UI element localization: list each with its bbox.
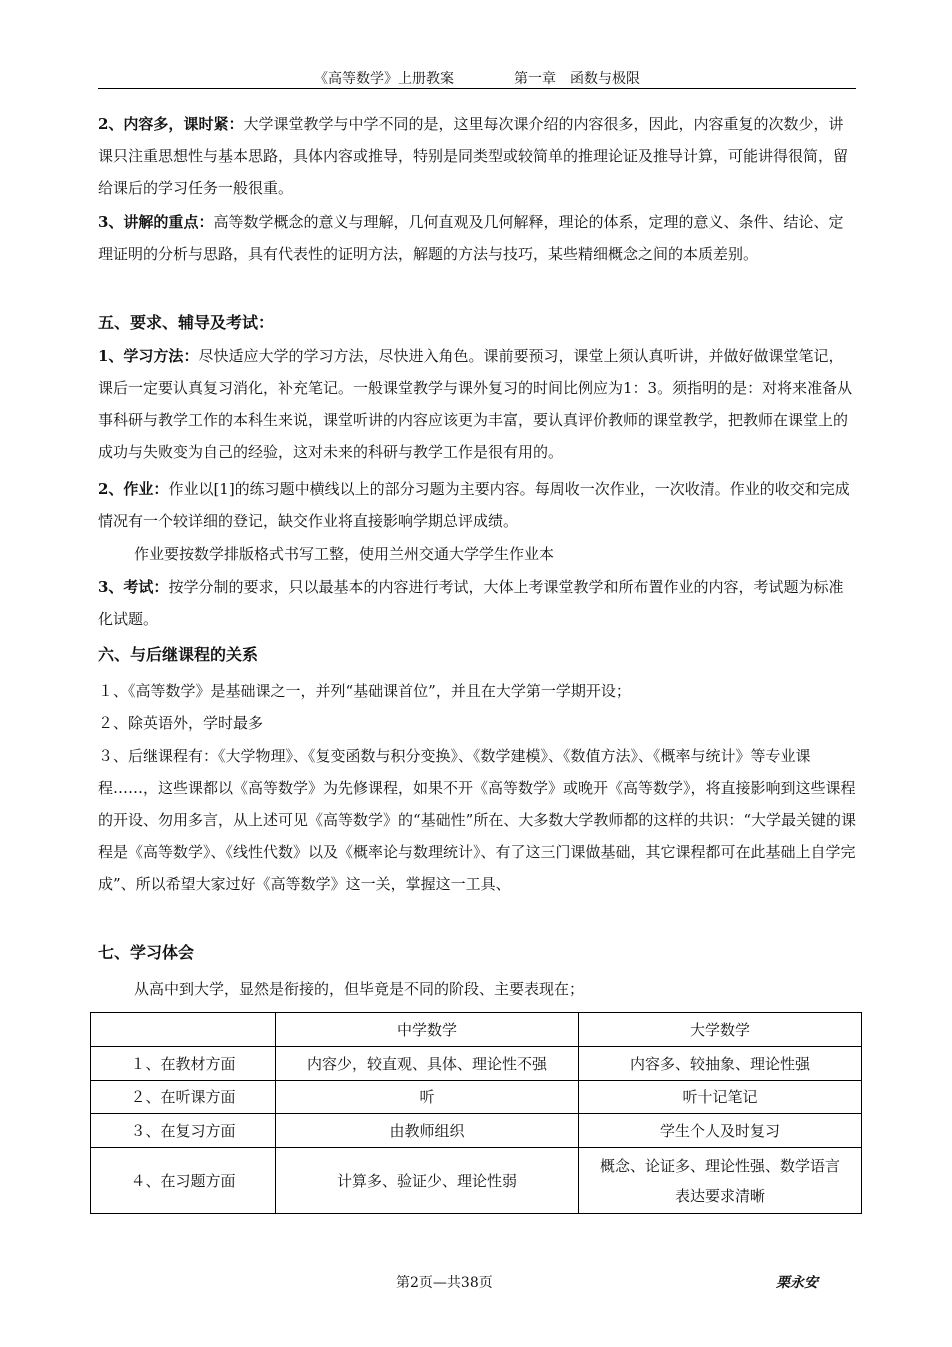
table-cell: ３、在复习方面	[91, 1114, 276, 1148]
table-cell: １、在教材方面	[91, 1047, 276, 1081]
table-cell: 计算多、验证少、理论性弱	[276, 1148, 579, 1214]
table-cell: 内容少，较直观、具体、理论性不强	[276, 1047, 579, 1081]
table-row	[91, 1081, 862, 1114]
table-header-cell: 大学数学	[579, 1013, 862, 1047]
paragraph-text: 尽快适应大学的学习方法，尽快进入角色。课前要预习，课堂上须认真听讲，并做好做课堂笔记，课后一定要认真复习消化，补充笔记。一般课堂教学与课外复习的时间比例应为1：3。须指明的是：对将来准备从事科研与教学工作的本科生来说，课堂听讲的内容应该更为丰富，要认真评价教师的课堂教学，把教师在课堂上的成功与失败变为自己的经验，这对未来的科研与教学工作是很有用的。	[98, 347, 853, 461]
header-chapter-title: 第一章 函数与极限	[514, 71, 640, 87]
table-header-cell	[91, 1013, 276, 1047]
table-cell: 学生个人及时复习	[579, 1114, 862, 1148]
paragraph-lead: 2、内容多，课时紧：	[98, 115, 244, 133]
section-heading-6: 六、与后继课程的关系	[98, 645, 259, 664]
paragraph-lead: 1、学习方法：	[98, 347, 199, 365]
paragraph-transition-intro: 从高中到大学，显然是衔接的，但毕竟是不同的阶段、主要表现在；	[134, 980, 585, 998]
table-row	[91, 1148, 862, 1214]
section-heading-7: 七、学习体会	[98, 943, 195, 962]
table-cell: 听	[276, 1081, 579, 1114]
table-cell: 由教师组织	[276, 1114, 579, 1148]
paragraph-homework-format: 作业要按数学排版格式书写工整，使用兰州交通大学学生作业本	[134, 545, 555, 563]
header-course-title: 《高等数学》上册教案	[314, 71, 454, 87]
page-header	[98, 64, 856, 89]
list-item-relation-3: ３、后继课程有：《大学物理》、《复变函数与积分变换》、《数学建模》、《数值方法》、《概率与统计》等专业课程……，这些课都以《高等数学》为先修课程，如果不开《高等数学》或晚开《高等数学》，将直接影响到这些课程的开设、勿用多言，从上述可见《高等数学》的“基础性”所在、大多数大学教师都的这样的共识：“大学最关键的课程是《高等数学》、《线性代数》以及《概率论与数理统计》、有了这三门课做基础，其它课程都可在此基础上自学完成”、所以希望大家过好《高等数学》这一关，掌握这一工具、	[98, 747, 857, 893]
table-cell: 听十记笔记	[579, 1081, 862, 1114]
table-cell: 概念、论证多、理论性强、数学语言表达要求清晰	[579, 1148, 862, 1214]
list-item-relation-1: １、《高等数学》是基础课之一，并列“基础课首位”，并且在大学第一学期开设；	[98, 682, 631, 700]
paragraph-lead: 3、讲解的重点：	[98, 213, 214, 231]
table-header-cell: 中学数学	[276, 1013, 579, 1047]
page-number: 第2页—共38页	[396, 1275, 493, 1291]
table-cell: ２、在听课方面	[91, 1081, 276, 1114]
table-cell: 内容多、较抽象、理论性强	[579, 1047, 862, 1081]
paragraph-homework	[98, 473, 858, 537]
paragraph-text: 大学课堂教学与中学不同的是，这里每次课介绍的内容很多，因此，内容重复的次数少，讲课只注重思想性与基本思路，具体内容或推导，特别是同类型或较简单的推理论证及推导计算，可能讲得很简，留给课后的学习任务一般很重。	[98, 115, 849, 197]
paragraph-text: 作业以[1]的练习题中横线以上的部分习题为主要内容。每周收一次作业，一次收清。作业的收交和完成情况有一个较详细的登记，缺交作业将直接影响学期总评成绩。	[98, 480, 850, 530]
author-name: 栗永安	[776, 1275, 818, 1291]
table-row	[91, 1114, 862, 1148]
paragraph-lead: 3、考试：	[98, 578, 169, 596]
paragraph-exam	[98, 571, 858, 635]
paragraph-study-method	[98, 340, 858, 468]
section-heading-5: 五、要求、辅导及考试：	[98, 313, 275, 332]
paragraph-content-heavy	[98, 108, 858, 204]
table-row	[91, 1047, 862, 1081]
paragraph-text: 高等数学概念的意义与理解，几何直观及几何解释，理论的体系，定理的意义、条件、结论、定理证明的分析与思路，具有代表性的证明方法，解题的方法与技巧，某些精细概念之间的本质差别。	[98, 213, 844, 263]
table-cell: ４、在习题方面	[91, 1148, 276, 1214]
paragraph-lead: 2、作业：	[98, 480, 169, 498]
paragraph-text: 按学分制的要求，只以最基本的内容进行考试，大体上考课堂教学和所布置作业的内容，考试题为标准化试题。	[98, 578, 844, 628]
list-item-relation-2: ２、除英语外，学时最多	[98, 714, 264, 732]
comparison-table	[90, 1012, 862, 1214]
table-header-row	[91, 1013, 862, 1047]
paragraph-key-points	[98, 206, 858, 270]
